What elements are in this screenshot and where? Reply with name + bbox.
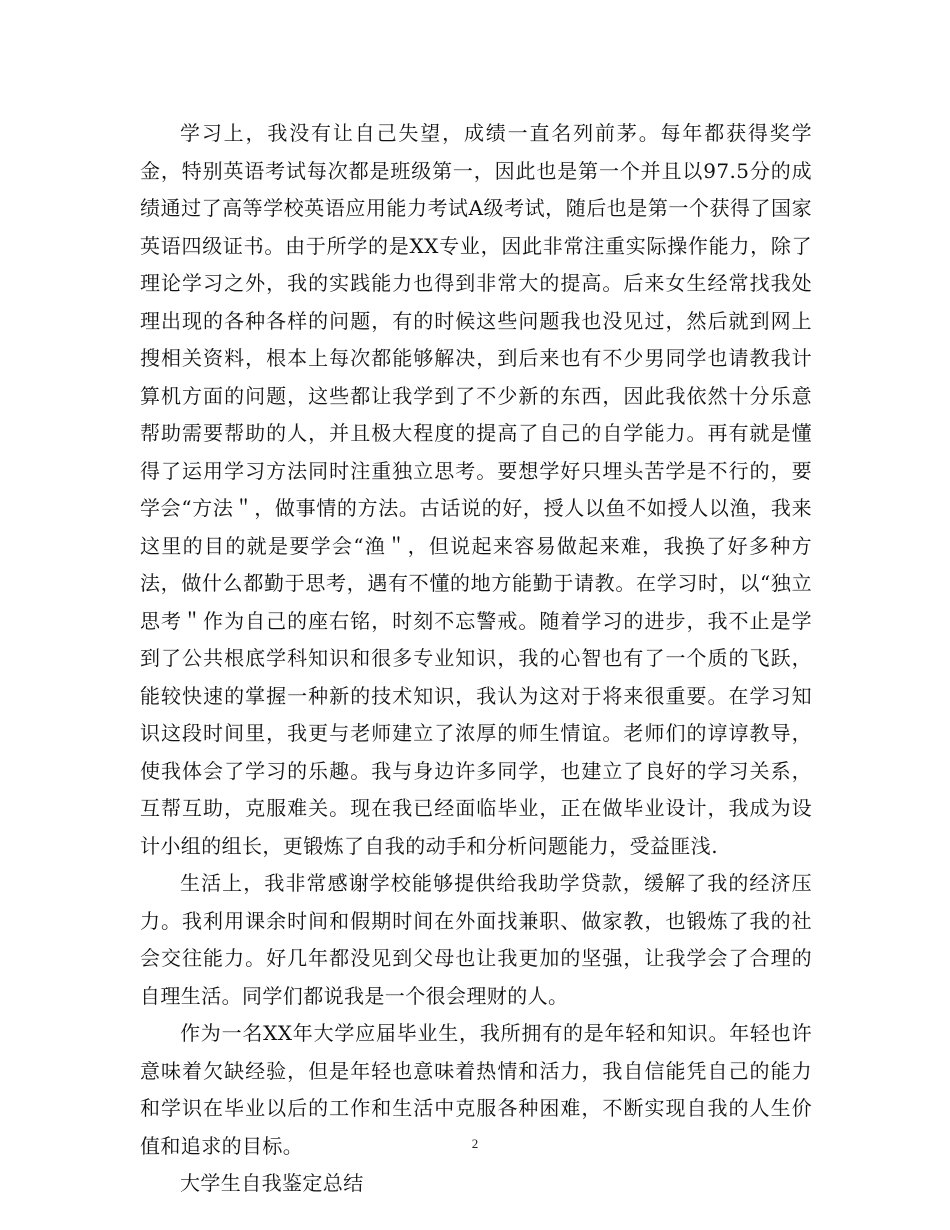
section-title: 大学生自我鉴定总结 [180,1171,364,1195]
paragraph-life: 生活上，我非常感谢学校能够提供给我助学贷款，缓解了我的经济压力。我利用课余时间和假期时间在外面找兼职、做家教，也锻炼了我的社会交往能力。好几年都没见到父母也让我更加的坚强，让我学会了合理的自理生活。同学们都说我是一个很会理财的人。 [140,871,812,1008]
paragraph-graduate: 作为一名XX年大学应届毕业生，我所拥有的是年轻和知识。年轻也许意味着欠缺经验，但是年轻也意味着热情和活力，我自信能凭自己的能力和学识在毕业以后的工作和生活中克服各种困难，不断实现自我的人生价值和追求的目标。 [140,1021,812,1158]
page-number: 2 [471,1136,479,1151]
body-text [140,115,812,1203]
paragraph-study: 学习上，我没有让自己失望，成绩一直名列前茅。每年都获得奖学金，特别英语考试每次都是班级第一，因此也是第一个并且以97.5分的成绩通过了高等学校英语应用能力考试A级考试，随后也是第一个获得了国家英语四级证书。由于所学的是XX专业，因此非常注重实际操作能力，除了理论学习之外，我的实践能力也得到非常大的提高。后来女生经常找我处理出现的各种各样的问题，有的时候这些问题我也没见过，然后就到网上搜相关资料，根本上每次都能够解决，到后来也有不少男同学也请教我计算机方面的问题，这些都让我学到了不少新的东西，因此我依然十分乐意帮助需要帮助的人，并且极大程度的提高了自己的自学能力。再有就是懂得了运用学习方法同时注重独立思考。要想学好只埋头苦学是不行的，要学会“方法＂，做事情的方法。古话说的好，授人以鱼不如授人以渔，我来这里的目的就是要学会“渔＂，但说起来容易做起来难，我换了好多种方法，做什么都勤于思考，遇有不懂的地方能勤于请教。在学习时，以“独立思考＂作为自己的座右铭，时刻不忘警戒。随着学习的进步，我不止是学到了公共根底学科知识和很多专业知识，我的心智也有了一个质的飞跃，能较快速的掌握一种新的技术知识，我认为这对于将来很重要。在学习知识这段时间里，我更与老师建立了浓厚的师生情谊。老师们的谆谆教导，使我体会了学习的乐趣。我与身边许多同学，也建立了良好的学习关系，互帮互助，克服难关。现在我已经面临毕业，正在做毕业设计，我成为设计小组的组长，更锻炼了自我的动手和分析问题能力，受益匪浅. [140,121,812,858]
